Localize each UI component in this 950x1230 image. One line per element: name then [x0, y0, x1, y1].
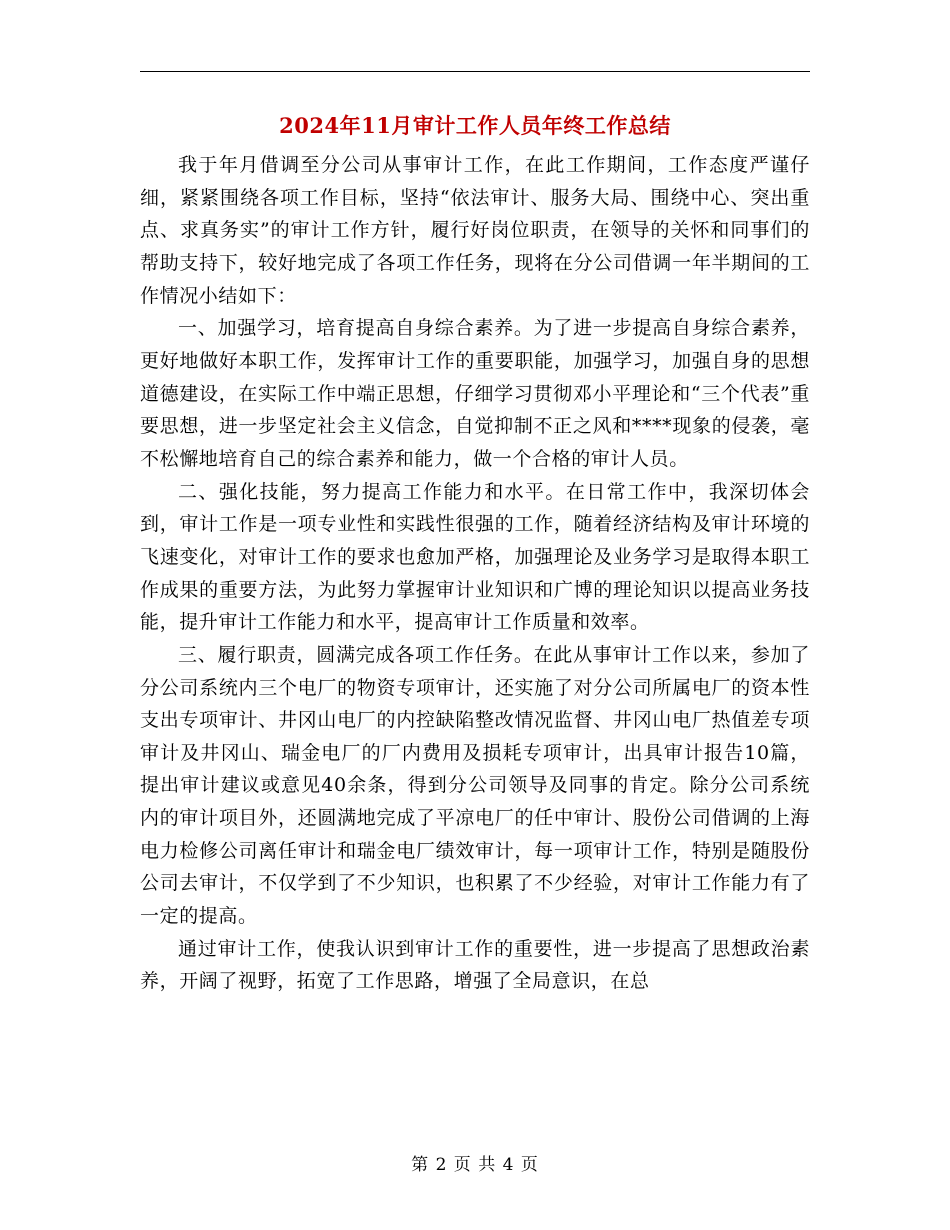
paragraph-section-2: 二、强化技能，努力提高工作能力和水平。在日常工作中，我深切体会到，审计工作是一项专业性和实践性很强的工作，随着经济结构及审计环境的飞速变化，对审计工作的要求也愈加严格，加强理论及业务学习是取得本职工作成果的重要方法，为此努力掌握审计业知识和广博的理论知识以提高业务技能，提升审计工作能力和水平，提高审计工作质量和效率。 — [140, 480, 810, 634]
page-number-footer: 第 2 页 共 4 页 — [411, 1155, 539, 1175]
paragraph-conclusion: 通过审计工作，使我认识到审计工作的重要性，进一步提高了思想政治素养，开阔了视野，拓宽了工作思路，增强了全局意识，在总 — [140, 937, 810, 993]
header-rule — [140, 71, 810, 72]
paragraph-section-1: 一、加强学习，培育提高自身综合素养。为了进一步提高自身综合素养，更好地做好本职工作，发挥审计工作的重要职能，加强学习，加强自身的思想道德建设，在实际工作中端正思想，仔细学习贯彻邓小平理论和“三个代表”重要思想，进一步坚定社会主义信念，自觉抑制不正之风和****现象的侵袭，毫不松懈地培育自己的综合素养和能力，做一个合格的审计人员。 — [140, 317, 810, 470]
paragraph-intro: 我于年月借调至分公司从事审计工作，在此工作期间，工作态度严谨仔细，紧紧围绕各项工作目标，坚持“依法审计、服务大局、围绕中心、突出重点、求真务实”的审计工作方针，履行好岗位职责，在领导的关怀和同事们的帮助支持下，较好地完成了各项工作任务，现将在分公司借调一年半期间的工作情况小结如下： — [140, 154, 810, 307]
paragraph-section-3: 三、履行职责，圆满完成各项工作任务。在此从事审计工作以来，参加了分公司系统内三个电厂的物资专项审计，还实施了对分公司所属电厂的资本性支出专项审计、井冈山电厂的内控缺陷整改情况监督、井冈山电厂热值差专项审计及井冈山、瑞金电厂的厂内费用及损耗专项审计，出具审计报告10篇，提出审计建议或意见40余条，得到分公司领导及同事的肯定。除分公司系统内的审计项目外，还圆满地完成了平凉电厂的任中审计、股份公司借调的上海电力检修公司离任审计和瑞金电厂绩效审计，每一项审计工作，特别是随股份公司去审计，不仅学到了不少知识，也积累了不少经验，对审计工作能力有了一定的提高。 — [140, 643, 810, 928]
document-title: 2024年11月审计工作人员年终工作总结 — [279, 113, 671, 138]
document-body — [140, 149, 810, 998]
